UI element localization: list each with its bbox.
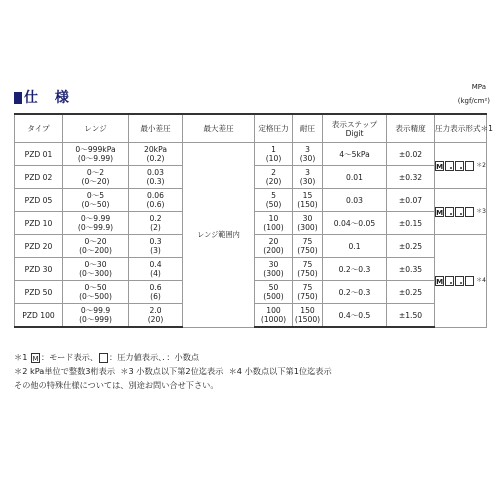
cell-type: PZD 50	[15, 281, 63, 304]
cell-accuracy: ±0.35	[387, 258, 435, 281]
cell-display-format	[435, 235, 487, 328]
cell-min-diff: 0.2 (2)	[129, 212, 183, 235]
digit-box-icon	[455, 276, 464, 286]
cell-range: 0～50 (0～500)	[63, 281, 129, 304]
cell-step: 4～5kPa	[323, 143, 387, 166]
cell-rated: 2 (20)	[255, 166, 293, 189]
section-title-text: 仕 様	[24, 90, 75, 106]
spec-table	[14, 113, 493, 328]
cell-step: 0.01	[323, 166, 387, 189]
cell-accuracy: ±0.02	[387, 143, 435, 166]
title-square-icon	[14, 92, 22, 104]
header-step: 表示ステップ Digit	[323, 114, 387, 143]
cell-min-diff: 0.4 (4)	[129, 258, 183, 281]
cell-range: 0～30 (0～300)	[63, 258, 129, 281]
cell-range: 0～2 (0～20)	[63, 166, 129, 189]
cell-proof: 30 (300)	[293, 212, 323, 235]
digit-box-icon	[465, 207, 474, 217]
cell-step: 0.4～0.5	[323, 304, 387, 328]
cell-min-diff: 0.6 (6)	[129, 281, 183, 304]
cell-range: 0～20 (0～200)	[63, 235, 129, 258]
cell-type: PZD 20	[15, 235, 63, 258]
cell-max-diff: レンジ範囲内	[183, 143, 255, 328]
cell-min-diff: 2.0 (20)	[129, 304, 183, 328]
cell-step: 0.2～0.3	[323, 258, 387, 281]
cell-accuracy: ±0.25	[387, 281, 435, 304]
header-max-diff: 最大差圧	[183, 114, 255, 143]
digit-box-icon	[455, 161, 464, 171]
cell-min-diff: 0.06 (0.6)	[129, 189, 183, 212]
mode-box-icon: M	[436, 162, 444, 171]
cell-proof: 75 (750)	[293, 258, 323, 281]
table-row	[15, 143, 487, 166]
pressure-box-icon	[99, 353, 108, 363]
header-type: タイプ	[15, 114, 63, 143]
notes	[14, 350, 332, 392]
cell-display-format	[435, 143, 487, 189]
cell-type: PZD 05	[15, 189, 63, 212]
cell-proof: 15 (150)	[293, 189, 323, 212]
note-2-3-4: ＊2 kPa単位で整数3桁表示 ＊3 小数点以下第2位迄表示 ＊4 小数点以下第1位迄表示	[14, 366, 332, 376]
cell-step: 0.2～0.3	[323, 281, 387, 304]
cell-rated: 10 (100)	[255, 212, 293, 235]
cell-rated: 5 (50)	[255, 189, 293, 212]
cell-accuracy: ±0.32	[387, 166, 435, 189]
cell-proof: 75 (750)	[293, 281, 323, 304]
unit-mpa: MPa	[471, 83, 486, 91]
cell-step: 0.1	[323, 235, 387, 258]
display-format-symbol: M ＊3	[436, 208, 486, 217]
cell-type: PZD 30	[15, 258, 63, 281]
cell-type: PZD 02	[15, 166, 63, 189]
digit-box-icon	[465, 276, 474, 286]
note-1: ＊1 M ：モード表示、 ：圧力値表示、．：小数点	[14, 352, 200, 363]
header-format: 圧力表示形式＊1	[435, 114, 487, 143]
header-range: レンジ	[63, 114, 129, 143]
digit-box-icon	[455, 207, 464, 217]
digit-box-icon	[445, 276, 454, 286]
cell-range: 0～5 (0～50)	[63, 189, 129, 212]
mode-box-icon: M	[32, 354, 39, 363]
header-min-diff: 最小差圧	[129, 114, 183, 143]
cell-min-diff: 20kPa (0.2)	[129, 143, 183, 166]
cell-rated: 50 (500)	[255, 281, 293, 304]
mode-box-icon: M	[436, 208, 444, 217]
header-proof: 耐圧	[293, 114, 323, 143]
section-title	[14, 91, 75, 105]
table-header-row	[15, 114, 487, 143]
cell-type: PZD 10	[15, 212, 63, 235]
cell-display-format	[435, 189, 487, 235]
cell-range: 0～999kPa (0～9.99)	[63, 143, 129, 166]
cell-accuracy: ±0.15	[387, 212, 435, 235]
unit-kgf: (kgf/cm²)	[457, 97, 490, 105]
cell-accuracy: ±1.50	[387, 304, 435, 328]
cell-proof: 150 (1500)	[293, 304, 323, 328]
cell-accuracy: ±0.07	[387, 189, 435, 212]
cell-step: 0.03	[323, 189, 387, 212]
digit-box-icon	[445, 207, 454, 217]
cell-range: 0～9.99 (0～99.9)	[63, 212, 129, 235]
mode-box-icon: M	[436, 277, 444, 286]
note-5: その他の特殊仕様については、別途お問い合せ下さい。	[14, 380, 219, 390]
cell-rated: 100 (1000)	[255, 304, 293, 328]
cell-proof: 3 (30)	[293, 143, 323, 166]
cell-min-diff: 0.03 (0.3)	[129, 166, 183, 189]
cell-range: 0～99.9 (0～999)	[63, 304, 129, 328]
cell-step: 0.04～0.05	[323, 212, 387, 235]
cell-type: PZD 01	[15, 143, 63, 166]
cell-type: PZD 100	[15, 304, 63, 328]
cell-rated: 1 (10)	[255, 143, 293, 166]
cell-min-diff: 0.3 (3)	[129, 235, 183, 258]
digit-box-icon	[465, 161, 474, 171]
cell-proof: 3 (30)	[293, 166, 323, 189]
digit-box-icon	[445, 161, 454, 171]
cell-proof: 75 (750)	[293, 235, 323, 258]
header-rated: 定格圧力	[255, 114, 293, 143]
cell-accuracy: ±0.25	[387, 235, 435, 258]
display-format-symbol: M ＊4	[436, 277, 486, 286]
display-format-symbol: M ＊2	[436, 162, 486, 171]
cell-rated: 30 (300)	[255, 258, 293, 281]
header-accuracy: 表示精度	[387, 114, 435, 143]
cell-rated: 20 (200)	[255, 235, 293, 258]
